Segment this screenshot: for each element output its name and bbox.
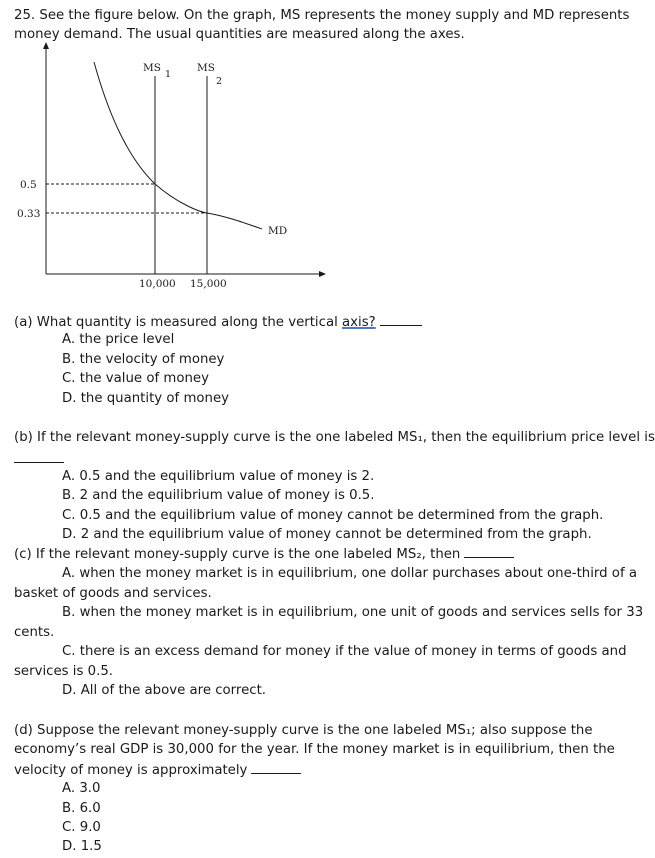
x-axis-arrow xyxy=(319,271,326,277)
part-c-option-c-line-1[interactable]: C. there is an excess demand for money if the value of money in terms of goods and xyxy=(62,644,627,659)
part-d-line-2: economy’s real GDP is 30,000 for the year. If the money market is in equilibrium, then the xyxy=(14,742,615,757)
question-line-1: 25. See the figure below. On the graph, MS represents the money supply and MD represents xyxy=(14,8,630,23)
ms1-subscript: 1 xyxy=(165,69,172,80)
part-c-option-b-line-2[interactable]: cents. xyxy=(14,625,55,640)
part-b-prompt: (b) If the relevant money-supply curve is the one labeled MS₁, then the equilibrium price level is xyxy=(14,430,655,445)
md-curve xyxy=(94,62,262,229)
part-c-prompt-text: (c) If the relevant money-supply curve is the one labeled MS₂, then xyxy=(14,547,461,562)
part-d-answer-blank[interactable] xyxy=(251,760,301,774)
part-a-option-a[interactable]: A. the price level xyxy=(62,332,175,347)
part-d-option-c[interactable]: C. 9.0 xyxy=(62,820,101,835)
part-c-option-d[interactable]: D. All of the above are correct. xyxy=(62,683,267,698)
part-b-answer-blank[interactable] xyxy=(14,461,64,463)
part-b-option-c[interactable]: C. 0.5 and the equilibrium value of money cannot be determined from the graph. xyxy=(62,508,604,523)
part-a-prompt xyxy=(14,312,422,332)
part-d-line-3 xyxy=(14,760,301,780)
ms2-label: MS xyxy=(197,62,215,74)
part-c-option-b-line-1[interactable]: B. when the money market is in equilibrium, one unit of goods and services sells for 33 xyxy=(62,605,644,620)
y-tick-05: 0.5 xyxy=(20,179,37,191)
money-market-graph xyxy=(0,0,655,300)
part-a-prompt-text: (a) What quantity is measured along the vertical xyxy=(14,315,343,330)
part-a-option-c[interactable]: C. the value of money xyxy=(62,371,209,386)
y-tick-033: 0.33 xyxy=(17,208,41,220)
part-c-option-a-line-1[interactable]: A. when the money market is in equilibrium, one dollar purchases about one-third of a xyxy=(62,566,637,581)
part-c-answer-blank[interactable] xyxy=(464,544,514,558)
part-b-option-d[interactable]: D. 2 and the equilibrium value of money cannot be determined from the graph. xyxy=(62,527,592,542)
md-label: MD xyxy=(268,225,288,237)
ms2-subscript: 2 xyxy=(216,76,223,87)
part-a-axis-word: axis? xyxy=(342,315,376,330)
part-d-line-3-text: velocity of money is approximately xyxy=(14,763,248,778)
part-d-line-1: (d) Suppose the relevant money-supply curve is the one labeled MS₁; also suppose the xyxy=(14,723,593,738)
part-a-option-d[interactable]: D. the quantity of money xyxy=(62,391,230,406)
part-c-option-a-line-2[interactable]: basket of goods and services. xyxy=(14,586,212,601)
part-b-option-a[interactable]: A. 0.5 and the equilibrium value of money is 2. xyxy=(62,469,375,484)
question-line-2: money demand. The usual quantities are measured along the axes. xyxy=(14,27,465,42)
part-c-option-c-line-2[interactable]: services is 0.5. xyxy=(14,664,114,679)
part-d-option-b[interactable]: B. 6.0 xyxy=(62,801,101,816)
part-d-option-d[interactable]: D. 1.5 xyxy=(62,839,102,854)
x-tick-15000: 15,000 xyxy=(190,278,227,290)
part-a-option-b[interactable]: B. the velocity of money xyxy=(62,352,225,367)
x-tick-10000: 10,000 xyxy=(139,278,176,290)
ms1-label: MS xyxy=(143,62,161,74)
part-d-option-a[interactable]: A. 3.0 xyxy=(62,781,101,796)
part-c-prompt xyxy=(14,544,514,564)
y-axis-arrow xyxy=(43,42,49,49)
part-b-option-b[interactable]: B. 2 and the equilibrium value of money is 0.5. xyxy=(62,488,375,503)
part-a-answer-blank[interactable] xyxy=(380,312,422,326)
